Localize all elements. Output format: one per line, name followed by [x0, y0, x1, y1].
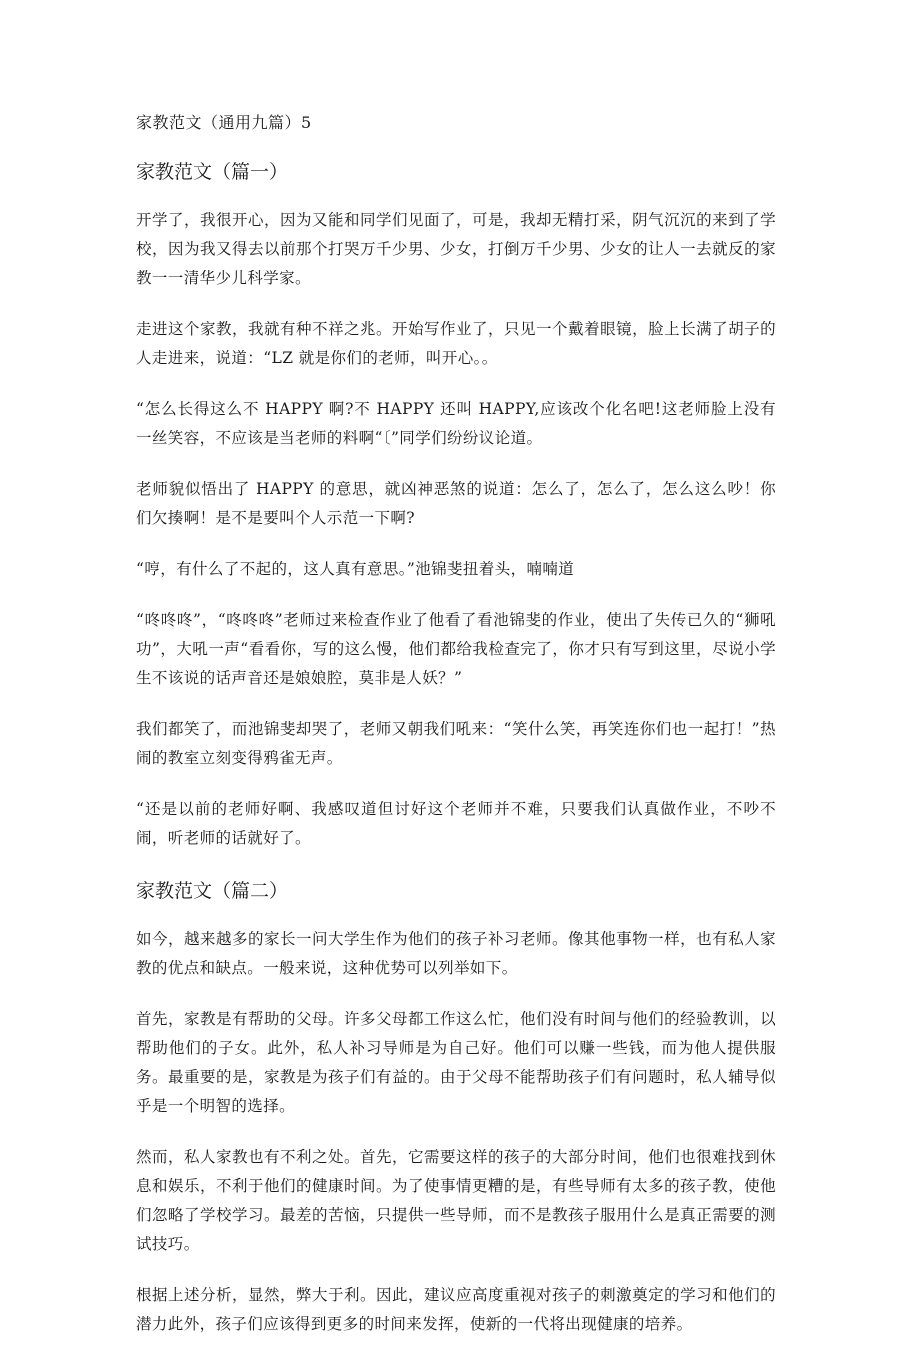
- paragraph: “咚咚咚”，“咚咚咚”老师过来检查作业了他看了看池锦斐的作业，使出了失传已久的“狮吼功”，大吼一声“看看你，写的这么慢，他们都给我检查完了，你才只有写到这里，尽说小学生不该说的话声音还是娘娘腔，莫非是人妖？”: [136, 611, 776, 687]
- section-1: [136, 156, 776, 853]
- paragraph: 根据上述分析，显然，弊大于利。因此，建议应高度重视对孩子的刺激奠定的学习和他们的潜力此外，孩子们应该得到更多的时间来发挥，使新的一代将出现健康的培养。: [136, 1286, 776, 1333]
- paragraph: 我们都笑了，而池锦斐却哭了，老师又朝我们吼来：“笑什么笑，再笑连你们也一起打！”热闹的教室立刻变得鸦雀无声。: [136, 720, 776, 767]
- paragraph: 首先，家教是有帮助的父母。许多父母都工作这么忙，他们没有时间与他们的经验教训，以帮助他们的子女。此外，私人补习导师是为自己好。他们可以赚一些钱，而为他人提供服务。最重要的是，家教是为孩子们有益的。由于父母不能帮助孩子们有问题时，私人辅导似乎是一个明智的选择。: [136, 1010, 776, 1115]
- document-title: 家教范文（通用九篇）5: [136, 113, 312, 132]
- paragraph: 老师貌似悟出了 HAPPY 的意思，就凶神恶煞的说道：怎么了，怎么了，怎么这么吵！你们欠揍啊！是不是要叫个人示范一下啊?: [136, 480, 776, 527]
- section-2: [136, 875, 776, 1339]
- section-heading: 家教范文（篇一）: [136, 161, 289, 183]
- paragraph: 开学了，我很开心，因为又能和同学们见面了，可是，我却无精打采，阴气沉沉的来到了学校，因为我又得去以前那个打哭万千少男、少女，打倒万千少男、少女的让人一去就反的家教一一清华少儿科学家。: [136, 211, 776, 287]
- paragraph: “哼，有什么了不起的，这人真有意思。”池锦斐扭着头，喃喃道: [136, 560, 575, 578]
- paragraph: “怎么长得这么不 HAPPY 啊?不 HAPPY 还叫 HAPPY,应该改个化名吧!这老师脸上没有一丝笑容，不应该是当老师的料啊“〔”同学们纷纷议论道。: [136, 400, 776, 447]
- document-page: [136, 108, 776, 1361]
- paragraph: 如今，越来越多的家长一问大学生作为他们的孩子补习老师。像其他事物一样，也有私人家教的优点和缺点。一般来说，这种优势可以列举如下。: [136, 930, 776, 977]
- paragraph: “还是以前的老师好啊、我感叹道但讨好这个老师并不难，只要我们认真做作业，不吵不闹，听老师的话就好了。: [136, 800, 776, 847]
- paragraph: 然而，私人家教也有不利之处。首先，它需要这样的孩子的大部分时间，他们也很难找到休息和娱乐，不利于他们的健康时间。为了使事情更糟的是，有些导师有太多的孩子教，使他们忽略了学校学习。最差的苦恼，只提供一些导师，而不是教孩子服用什么是真正需要的测试技巧。: [136, 1148, 776, 1253]
- section-heading: 家教范文（篇二）: [136, 880, 289, 902]
- paragraph: 走进这个家教，我就有种不祥之兆。开始写作业了，只见一个戴着眼镜，脸上长满了胡子的人走进来，说道：“LZ 就是你们的老师，叫开心。。: [136, 320, 776, 367]
